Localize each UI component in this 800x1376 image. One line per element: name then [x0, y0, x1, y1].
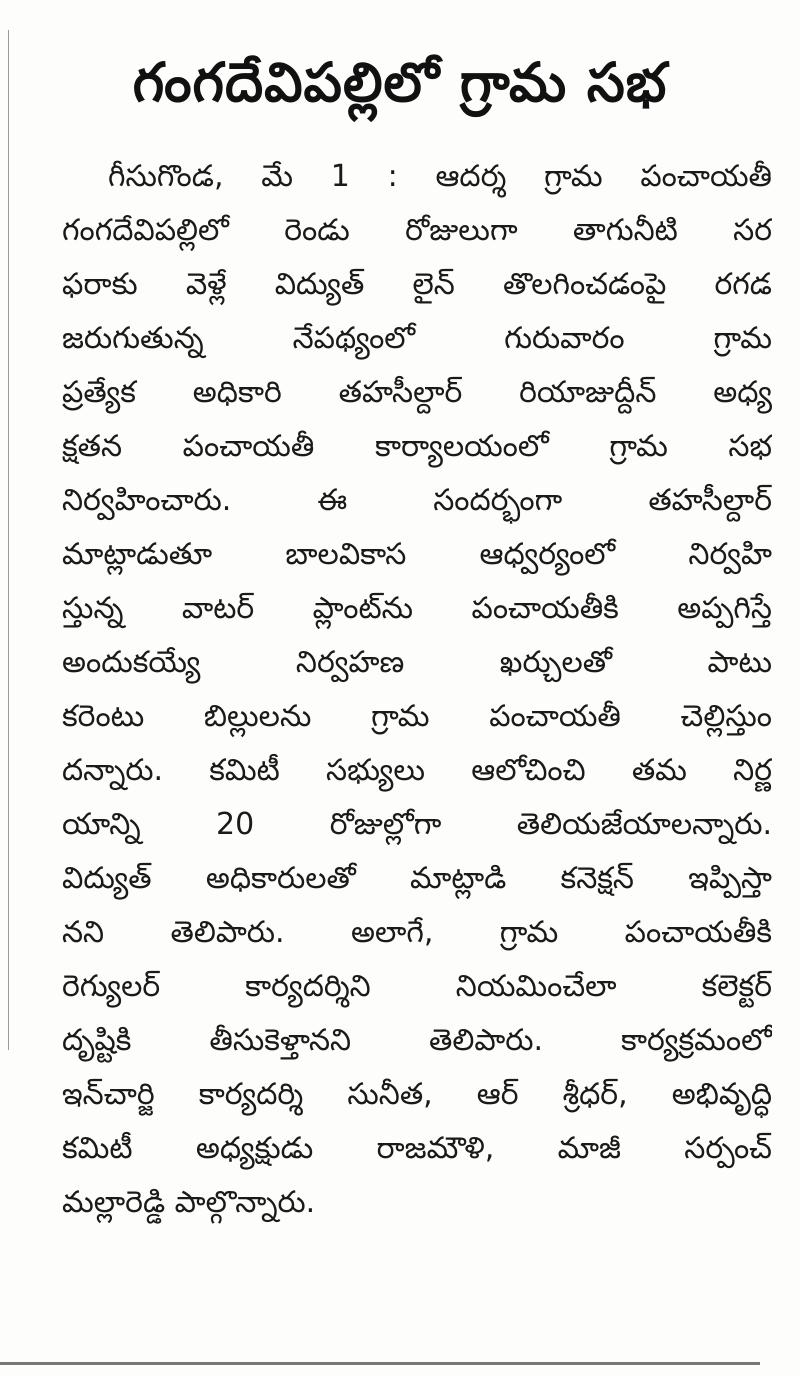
article-line: నని తెలిపారు. అలాగే, గ్రామ పంచాయతీకి: [62, 915, 772, 950]
article-line: ఫరాకు వెళ్లే విద్యుత్ లైన్ తొలగించడంపై రగడ: [62, 267, 772, 302]
article-line: మల్లారెడ్డి పాల్గొన్నారు.: [62, 1185, 316, 1220]
article-line: ప్రత్యేక అధికారి తహసీల్దార్ రియాజుద్దీన్ అధ్య: [62, 375, 772, 410]
column-divider: [8, 30, 9, 1050]
bottom-divider: [0, 1362, 760, 1365]
article-line: క్షతన పంచాయతీ కార్యాలయంలో గ్రామ సభ: [62, 429, 772, 464]
article-line: దృష్టికి తీసుకెళ్తానని తెలిపారు. కార్యక్రమంలో: [62, 1023, 772, 1058]
article-line: మాట్లాడుతూ బాలవికాస ఆధ్వర్యంలో నిర్వహి: [62, 537, 772, 572]
article-line: యాన్ని 20 రోజుల్లోగా తెలియజేయాలన్నారు.: [62, 807, 772, 842]
article-line: దన్నారు. కమిటీ సభ్యులు ఆలోచించి తమ నిర్ణ: [62, 753, 772, 788]
article-line: కరెంటు బిల్లులను గ్రామ పంచాయతీ చెల్లిస్తుం: [62, 699, 772, 734]
headline: గంగదేవిపల్లిలో గ్రామ సభ: [132, 51, 668, 114]
article-line: గీసుగొండ, మే 1 : ఆదర్శ గ్రామ పంచాయతీ: [108, 159, 772, 194]
article-body: [62, 150, 772, 1230]
article-line: కమిటీ అధ్యక్షుడు రాజమౌళి, మాజీ సర్పంచ్: [62, 1131, 772, 1166]
article-line: గంగదేవిపల్లిలో రెండు రోజులుగా తాగునీటి సర: [62, 213, 772, 248]
article-line: నిర్వహించారు. ఈ సందర్భంగా తహసీల్దార్: [62, 483, 772, 518]
article-line: అందుకయ్యే నిర్వహణ ఖర్చులతో పాటు: [62, 645, 772, 680]
article-line: ఇన్‌చార్జి కార్యదర్శి సునీత, ఆర్ శ్రీధర్, అభివృద్ధి: [62, 1077, 772, 1112]
article-line: జరుగుతున్న నేపథ్యంలో గురువారం గ్రామ: [62, 321, 772, 356]
article-line: రెగ్యులర్ కార్యదర్శిని నియమించేలా కలెక్టర్: [62, 969, 772, 1004]
article-line: స్తున్న వాటర్ ప్లాంట్‌ను పంచాయతీకి అప్పగిస్తే: [62, 591, 772, 626]
article-line: విద్యుత్ అధికారులతో మాట్లాడి కనెక్షన్ ఇప్పిస్తా: [62, 861, 772, 896]
